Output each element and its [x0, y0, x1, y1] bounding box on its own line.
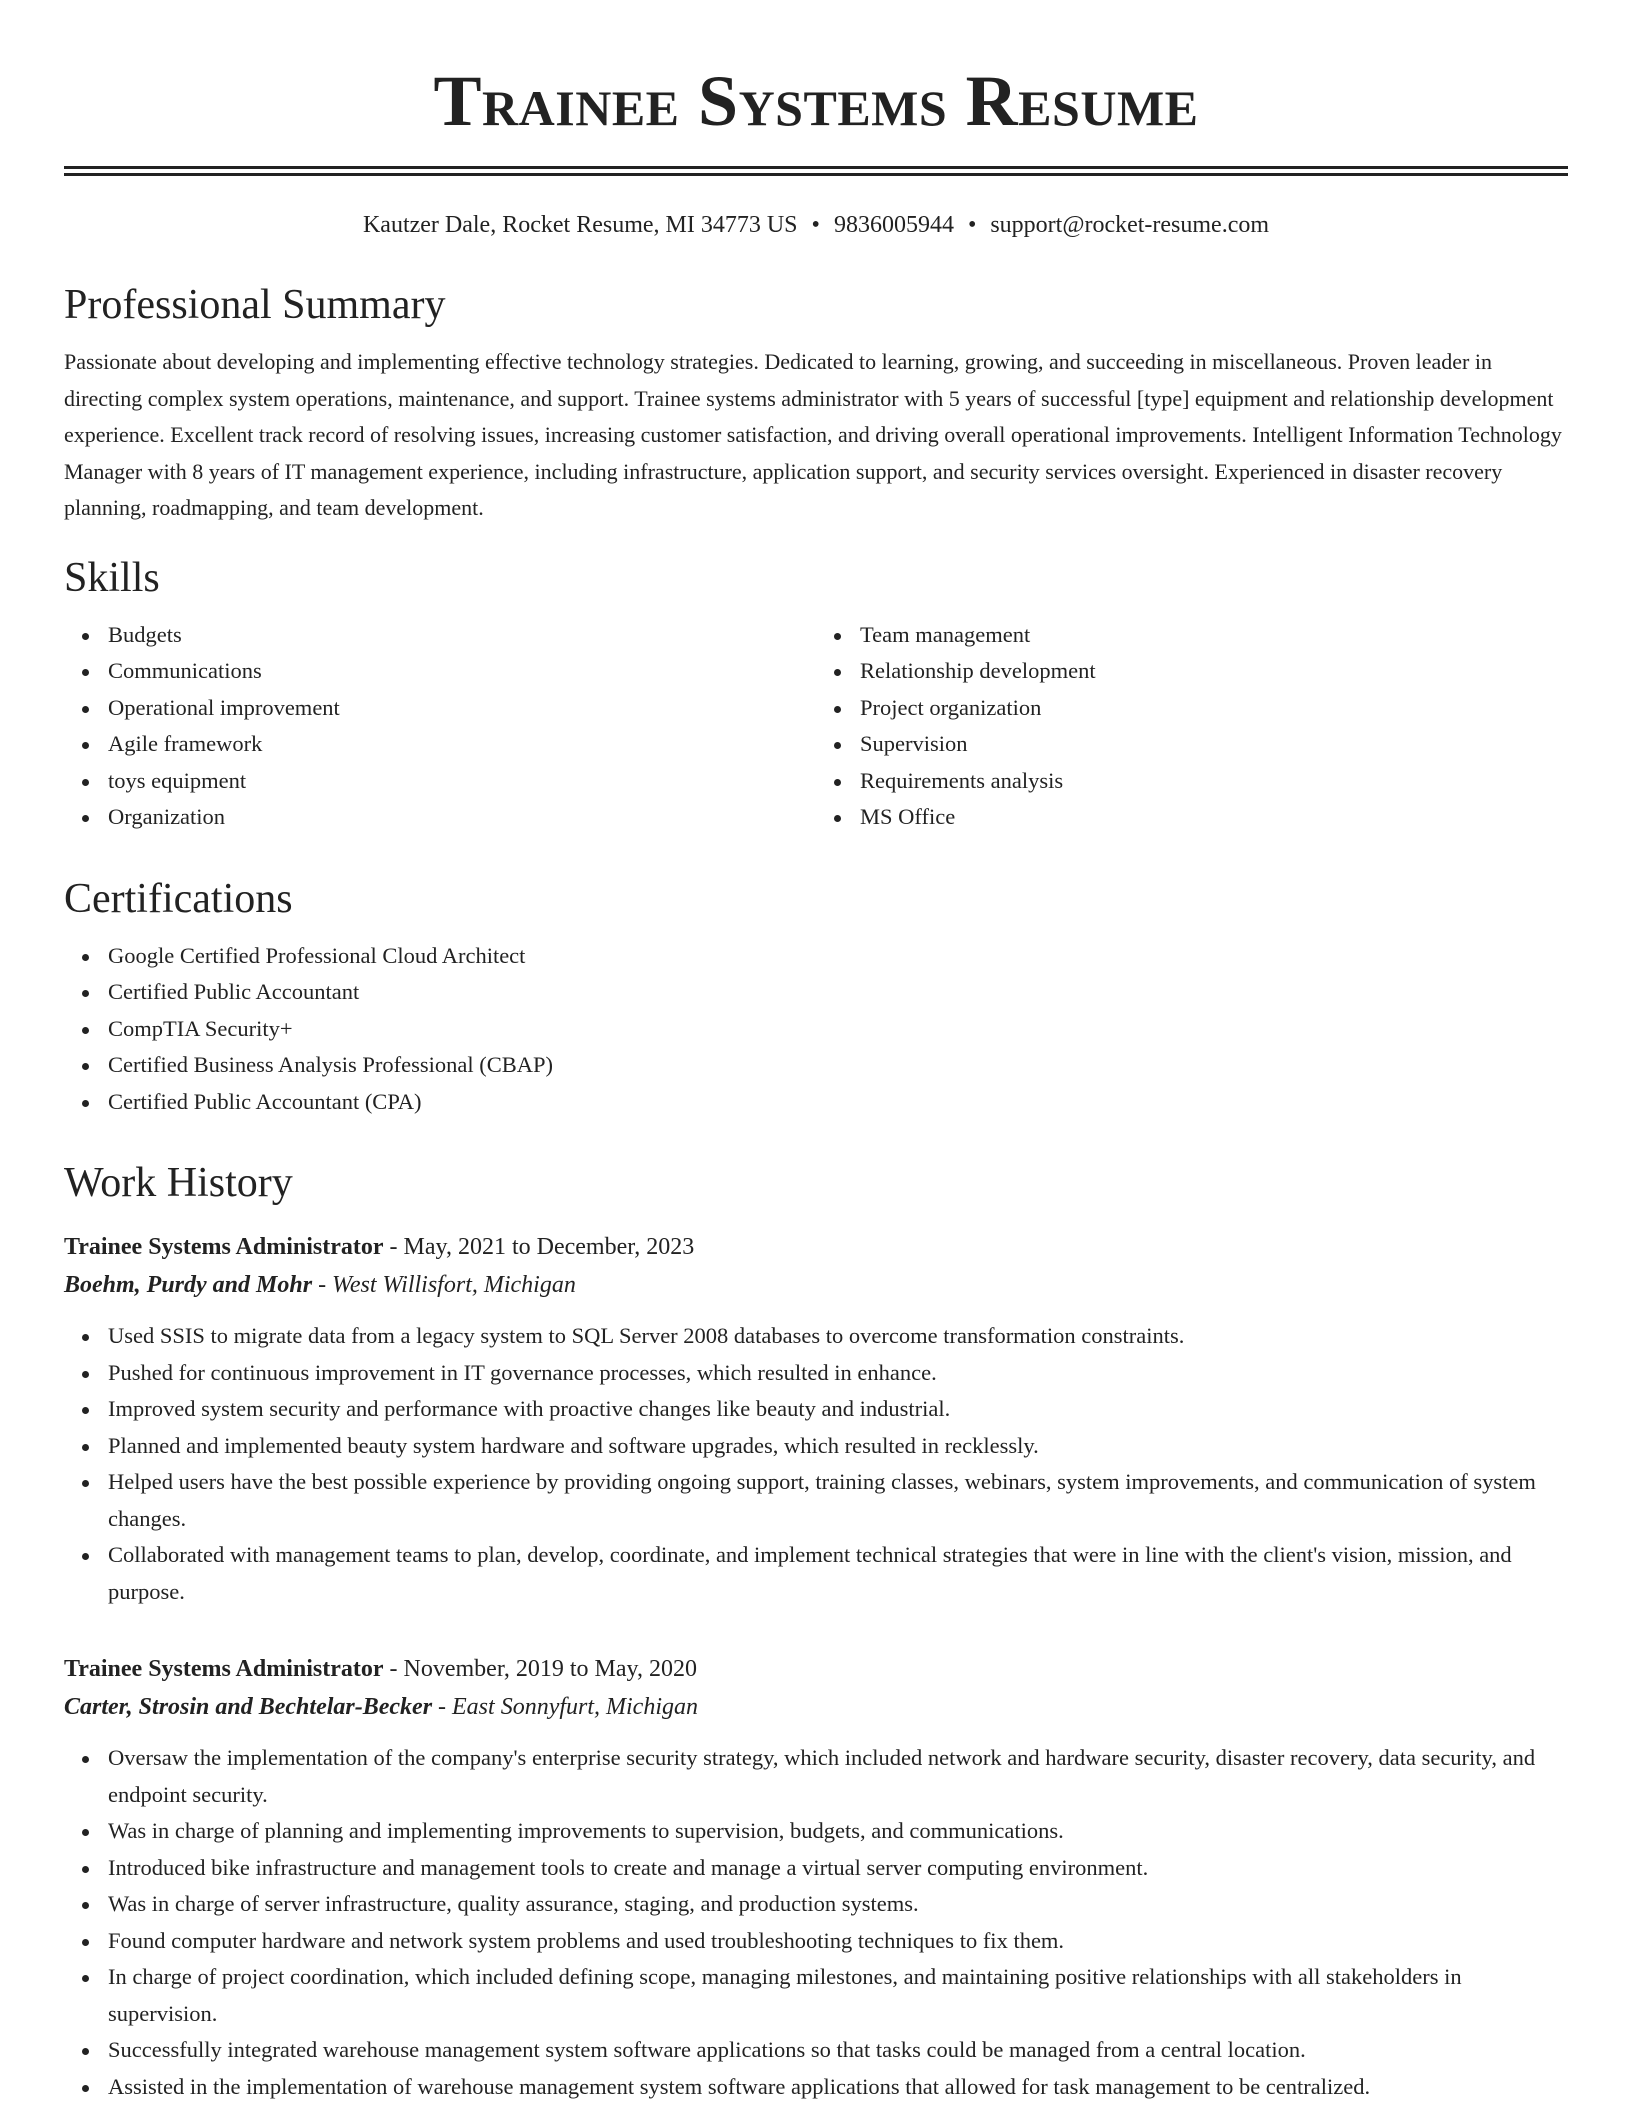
work-history-heading: Work History [64, 1160, 293, 1206]
job-company: Boehm, Purdy and Mohr [64, 1272, 313, 1298]
skill-item: toys equipment [108, 763, 816, 800]
title-divider [64, 166, 1568, 176]
job-header [64, 1228, 1568, 1266]
job-duty: In charge of project coordination, which included defining scope, managing milestones, and maintaining positive relationships with all stakeholders in supervision. [108, 1959, 1568, 2032]
skill-item: MS Office [860, 799, 1568, 836]
skill-item: Budgets [108, 617, 816, 654]
job-duty: Successfully integrated warehouse management system software applications so that tasks could be managed from a central location. [108, 2032, 1568, 2069]
contact-phone: 9836005944 [833, 212, 954, 238]
job-duty: Pushed for continuous improvement in IT governance processes, which resulted in enhance. [108, 1355, 1568, 1392]
job-dates: - November, 2019 to May, 2020 [383, 1656, 697, 1682]
summary-heading: Professional Summary [64, 282, 446, 328]
job-location: - East Sonnyfurt, Michigan [432, 1694, 698, 1720]
job-entry [64, 1650, 1568, 2105]
job-duty: Improved system security and performance with proactive changes like beauty and industrial. [108, 1391, 1568, 1428]
skills-list-left [64, 617, 816, 836]
certification-item: Certified Public Accountant [108, 974, 1568, 1011]
certification-item: Google Certified Professional Cloud Architect [108, 938, 1568, 975]
job-company: Carter, Strosin and Bechtelar-Becker [64, 1694, 433, 1720]
skills-grid [64, 617, 1568, 836]
certifications-list [64, 938, 1568, 1121]
job-duty: Introduced bike infrastructure and management tools to create and manage a virtual server computing environment. [108, 1850, 1568, 1887]
job-duty: Used SSIS to migrate data from a legacy system to SQL Server 2008 databases to overcome transformation constraints. [108, 1318, 1568, 1355]
job-employer [64, 1688, 1568, 1726]
skill-item: Supervision [860, 726, 1568, 763]
job-employer [64, 1266, 1568, 1304]
contact-separator: • [811, 212, 820, 238]
job-title: Trainee Systems Administrator [64, 1656, 384, 1682]
certification-item: Certified Public Accountant (CPA) [108, 1084, 1568, 1121]
skill-item: Team management [860, 617, 1568, 654]
contact-separator: • [967, 212, 977, 238]
job-duty: Was in charge of server infrastructure, quality assurance, staging, and production systems. [108, 1886, 1568, 1923]
skill-item: Organization [108, 799, 816, 836]
skill-item: Project organization [860, 690, 1568, 727]
job-duty: Helped users have the best possible experience by providing ongoing support, training classes, webinars, system improvements, and communication of system changes. [108, 1464, 1568, 1537]
job-location: - West Willisfort, Michigan [312, 1272, 576, 1298]
job-duty: Found computer hardware and network system problems and used troubleshooting techniques to fix them. [108, 1923, 1568, 1960]
skills-heading: Skills [64, 554, 160, 601]
resume-title: Trainee Systems Resume [433, 61, 1199, 141]
job-duty: Was in charge of planning and implementing improvements to supervision, budgets, and communications. [108, 1813, 1568, 1850]
job-duties-list [64, 1318, 1568, 1610]
skill-item: Relationship development [860, 653, 1568, 690]
contact-line [64, 210, 1568, 240]
certifications-heading: Certifications [64, 875, 293, 922]
certification-item: Certified Business Analysis Professional (CBAP) [108, 1047, 1568, 1084]
job-duty: Collaborated with management teams to plan, develop, coordinate, and implement technical strategies that were in line with the client's vision, mission, and purpose. [108, 1537, 1568, 1610]
skill-item: Operational improvement [108, 690, 816, 727]
job-duty: Assisted in the implementation of warehouse management system software applications that allowed for task management to be centralized. [108, 2069, 1568, 2106]
contact-address: Kautzer Dale, Rocket Resume, MI 34773 US [362, 212, 798, 238]
skills-list-right [816, 617, 1568, 836]
job-dates: - May, 2021 to December, 2023 [383, 1234, 695, 1260]
job-entry [64, 1228, 1568, 1610]
job-duty: Oversaw the implementation of the company's enterprise security strategy, which included network and hardware security, disaster recovery, data security, and endpoint security. [108, 1740, 1568, 1813]
job-header [64, 1650, 1568, 1688]
summary-text: Passionate about developing and implementing effective technology strategies. Dedicated to learning, growing, and succeeding in miscellaneous. Proven leader in directing complex system operations, maintenance, and support. Trainee systems administrator with 5 years of successful [type] equipment and relationship development experience. Excellent track record of resolving issues, increasing customer satisfaction, and driving overall operational improvements. Intelligent Information Technology Manager with 8 years of IT management experience, including infrastructure, application support, and security services oversight. Experienced in disaster recovery planning, roadmapping, and team development. [64, 349, 1562, 520]
skill-item: Agile framework [108, 726, 816, 763]
certification-item: CompTIA Security+ [108, 1011, 1568, 1048]
contact-email: support@rocket-resume.com [990, 212, 1270, 238]
skill-item: Requirements analysis [860, 763, 1568, 800]
job-duties-list [64, 1740, 1568, 2105]
job-title: Trainee Systems Administrator [64, 1234, 384, 1260]
job-duty: Planned and implemented beauty system hardware and software upgrades, which resulted in recklessly. [108, 1428, 1568, 1465]
skill-item: Communications [108, 653, 816, 690]
